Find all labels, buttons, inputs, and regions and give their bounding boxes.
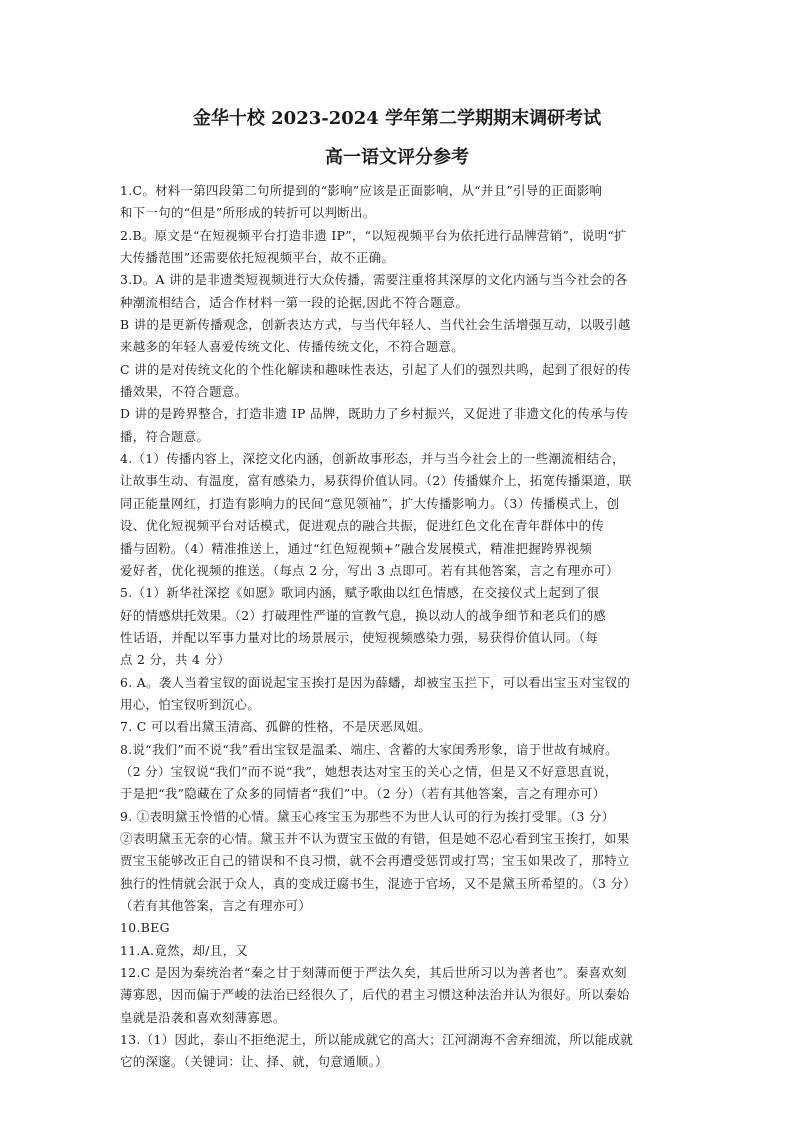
text-line: 它的深邃。（关键词：让、择、就，句意通顺。） xyxy=(120,1054,388,1070)
text-line: 来越多的年轻人喜爱传统文化、传播传统文化，不符合题意。 xyxy=(120,339,464,355)
text-line: 于是把“我”隐藏在了众多的同情者“我们”中。（2 分）（若有其他答案，言之有理亦可） xyxy=(120,786,606,802)
text-line: 8.说“我们”而不说“我”看出宝钗是温柔、端庄、含蓄的大家闺秀形象，谙于世故有城府。 xyxy=(120,741,618,757)
text-line: 11.A.竟然，却/且，又 xyxy=(120,942,249,958)
answer-content xyxy=(120,180,675,1074)
text-line: 贾宝玉能够改正自己的错误和不良习惯，就不会再遭受惩罚或打骂；宝玉如果改了，那特立 xyxy=(120,853,630,869)
text-line: （若有其他答案，言之有理亦可） xyxy=(120,898,312,913)
text-line: 让故事生动、有温度，富有感染力，易获得价值认同。（2）传播媒介上，拓宽传播渠道，联 xyxy=(120,473,632,489)
text-line: 种潮流相结合，适合作材料一第一段的论据,因此不符合题意。 xyxy=(120,294,469,310)
text-line: 大传播范围”还需要依托短视频平台，故不正确。 xyxy=(120,250,395,266)
text-line: 薄寡恩，因而偏于严峻的法治已经很久了，后代的君主习惯这种法治并认为很好。所以秦始 xyxy=(120,987,630,1003)
text-line: 6. A。袭人当着宝钗的面说起宝玉挨打是因为薛蟠，却被宝玉拦下，可以看出宝玉对宝钗的 xyxy=(120,674,631,690)
text-line: 同正能量网红，打造有影响力的民间“意见领袖”，扩大传播影响力。（3）传播模式上，创 xyxy=(120,495,620,511)
text-line: B 讲的是更新传播观念，创新表达方式，与当代年轻人、当代社会生活增强互动，以吸引越 xyxy=(120,317,631,333)
text-line: 3.D。A 讲的是非遗类短视频进行大众传播，需要注重将其深厚的文化内涵与当今社会的各 xyxy=(120,272,628,288)
text-line: 10.BEG xyxy=(120,920,170,936)
text-line: 13.（1）因此，泰山不拒绝泥土，所以能成就它的高大；江河湖海不舍弃细流，所以能成就 xyxy=(120,1032,634,1048)
text-line: 7. C 可以看出黛玉清高、孤僻的性格，不是厌恶凤姐。 xyxy=(120,719,432,735)
text-line: 12.C 是因为秦统治者“秦之甘于刻薄而便于严法久矣，其后世所习以为善者也”。秦喜欢刻 xyxy=(120,965,627,981)
text-line: ②表明黛玉无奈的心情。黛玉并不认为贾宝玉做的有错，但是她不忍心看到宝玉挨打，如果 xyxy=(120,830,630,846)
text-line: 和下一句的“但是”所形成的转折可以判断出。 xyxy=(120,205,376,221)
text-line: 皇就是沿袭和喜欢刻薄寡恩。 xyxy=(120,1009,286,1025)
text-line: 点 2 分，共 4 分） xyxy=(120,652,231,668)
text-line: 9. ①表明黛玉怜惜的心情。黛玉心疼宝玉为那些不为世人认可的行为挨打受罪。（3 分） xyxy=(120,808,615,824)
text-line: 2.B。原文是“在短视频平台打造非遗 IP”，“以短视频平台为依托进行品牌营销”，说明“扩 xyxy=(120,227,627,243)
text-line: 5.（1）新华社深挖《如愿》歌词内涵，赋予歌曲以红色情感，在交接仪式上起到了很 xyxy=(120,585,600,601)
answer-key-subtitle: 高一语文评分参考 xyxy=(325,147,469,168)
text-line: 播效果，不符合题意。 xyxy=(120,384,248,400)
text-line: 设、优化短视频平台对话模式，促进观点的融合共振，促进红色文化在青年群体中的传 xyxy=(120,518,605,534)
exam-title: 金华十校 2023-2024 学年第二学期期末调研考试 xyxy=(192,108,602,129)
text-line: 用心，怕宝钗听到沉心。 xyxy=(120,696,261,712)
text-line: （2 分）宝钗说“我们”而不说“我”，她想表达对宝玉的关心之情，但是又不好意思直说， xyxy=(120,763,618,779)
text-line: 播与固粉。（4）精准推送上，通过“红色短视频+”融合发展模式，精准把握跨界视频 xyxy=(120,540,593,556)
text-line: 1.C。材料一第四段第二句所提到的“影响”应该是正面影响，从“并且”引导的正面影响 xyxy=(120,183,603,198)
text-line: 爱好者，优化视频的推送。（每点 2 分，写出 3 点即可。若有其他答案，言之有理亦可） xyxy=(120,562,619,578)
text-line: 播，符合题意。 xyxy=(120,428,210,444)
text-line: 好的情感烘托效果。（2）打破理性严谨的宣教气息，换以动人的战争细节和老兵们的感 xyxy=(120,607,607,623)
text-line: D 讲的是跨界整合，打造非遗 IP 品牌，既助力了乡村振兴，又促进了非遗文化的传承与传 xyxy=(120,406,629,422)
text-line: 性话语，并配以军事力量对比的场景展示，使短视频感染力强，易获得价值认同。（每 xyxy=(120,629,598,645)
text-line: 4.（1）传播内容上，深挖文化内涵，创新故事形态，并与当今社会上的一些潮流相结合， xyxy=(120,451,625,467)
text-line: 独行的性情就会泯于众人，真的变成迂腐书生，混迹于官场，又不是黛玉所希望的。（3 分） xyxy=(120,875,636,891)
text-line: C 讲的是对传统文化的个性化解读和趣味性表达，引起了人们的强烈共鸣，起到了很好的传 xyxy=(120,361,632,377)
